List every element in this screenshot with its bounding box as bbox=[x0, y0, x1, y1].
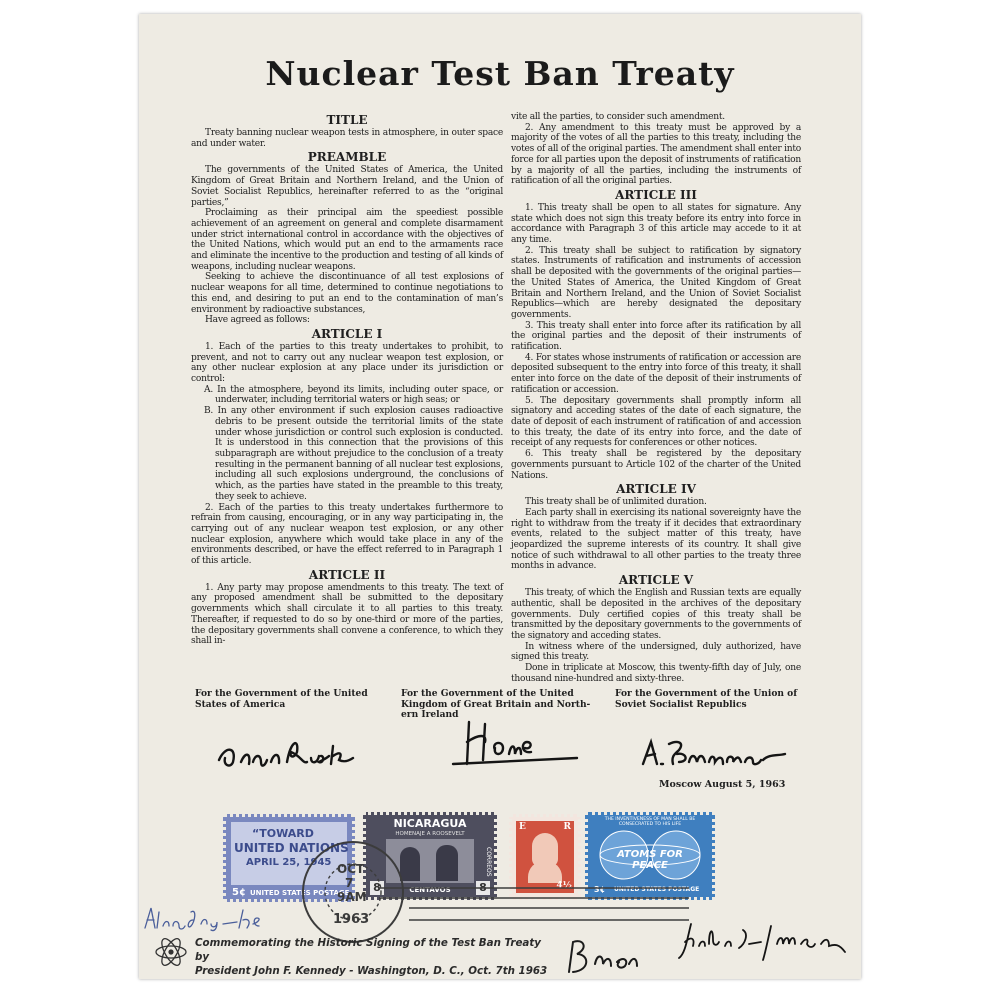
signatory-uk-line: Kingdom of Great Britain and North- bbox=[401, 698, 591, 710]
article-1-heading: ARTICLE I bbox=[311, 326, 383, 341]
article-1-subparagraph-a: A. In the atmosphere, beyond its limits, including outer space, or underwater, including territorial waters or high seas; or bbox=[204, 384, 503, 406]
article-1-paragraph: 2. Each of the parties to this treaty undertakes furthermore to refrain from causing, encouraging, or in any way participating in, the carrying out of any nuclear weapon test explosion, or any other nuclear explosion, anywhere which would take place in any of the environments described, or have the effect referred to in Paragraph 1 of this article. bbox=[191, 502, 503, 567]
stamp-nic-value: 8 bbox=[476, 881, 490, 895]
title-heading: TITLE bbox=[326, 113, 368, 127]
stamp-nic-unit: CENTAVOS bbox=[409, 886, 451, 894]
article-3-heading: ARTICLE III bbox=[615, 187, 697, 202]
stamp-nic-side: CORREOS bbox=[485, 847, 492, 877]
article-3-paragraph: 6. This treaty shall be registered by the depositary governments pursuant to Article 102 of the charter of the United Nations. bbox=[511, 449, 801, 481]
signatory-ussr-line: For the Government of the Union of bbox=[615, 688, 798, 699]
signatory-ussr bbox=[615, 689, 815, 710]
signatory-uk-line: ern Ireland bbox=[401, 709, 459, 721]
stamp-nic-country: NICARAGUA bbox=[393, 817, 467, 830]
commemoration-caption bbox=[195, 936, 555, 978]
signatory-usa-line: For the Government of the United bbox=[195, 688, 368, 699]
signature-uk bbox=[439, 714, 589, 774]
article-5-heading: ARTICLE V bbox=[618, 573, 694, 588]
right-column bbox=[511, 112, 801, 684]
stamp-afp-banner: ATOMS FOR PEACE bbox=[617, 849, 683, 871]
article-3-paragraph: 1. This treaty shall be open to all states for signature. Any state which does not sign this treaty before its entry into force in accordance with Paragraph 3 of this article may accede to it at any time. bbox=[511, 202, 801, 246]
preamble-paragraph: The governments of the United States of America, the United Kingdom of Great Britain and Northern Ireland, and the Union of Soviet Socialist Republics, hereinafter referred to as the “original parties,” bbox=[191, 165, 503, 208]
article-5-paragraph: Done in triplicate at Moscow, this twenty-fifth day of July, one thousand nine-hundred and sixty-three. bbox=[511, 663, 801, 684]
article-4-heading: ARTICLE IV bbox=[616, 482, 696, 497]
article-4-paragraph: This treaty shall be of unlimited duration. bbox=[525, 497, 707, 508]
article-2-continuation: vite all the parties, to consider such amendment. bbox=[511, 112, 725, 122]
left-column bbox=[191, 112, 503, 647]
stamp-un-text: “TOWARD bbox=[252, 827, 314, 840]
stamp-un-value: 5¢ bbox=[232, 887, 246, 898]
article-2-paragraph: 1. Any party may propose amendments to this treaty. The text of any proposed amendment shall be submitted to the depositary governments which shall circulate it to all parties to this treaty. Thereafter, if requested to do so by one-third or more of the parties, the depositary governments shall convene a conference, to which they shall in- bbox=[191, 582, 503, 647]
postmark-text: 9AM bbox=[337, 890, 367, 904]
preamble-heading: PREAMBLE bbox=[307, 150, 387, 165]
signatory-usa-line: States of America bbox=[195, 698, 286, 710]
signature-usa bbox=[215, 732, 365, 772]
preamble-paragraph: Have agreed as follows: bbox=[205, 315, 310, 326]
cancel-lines bbox=[379, 884, 699, 924]
signature-kennedy bbox=[677, 914, 857, 968]
signatory-uk-line: For the Government of the United bbox=[401, 688, 574, 699]
preamble-paragraph: Proclaiming as their principal aim the speediest possible achievement of an agreement on general and complete disarmament under strict international control in accordance with the objectives of the United Nations, which would put an end to the armaments race and eliminate the incentive to the production and testing of all kinds of weapons, including nuclear weapons. bbox=[191, 208, 503, 272]
article-3-paragraph: 4. For states whose instruments of ratification or accession are deposited subsequent to the entry into force of this treaty, it shall enter into force on the date of the deposit of their instruments of ratification or accession. bbox=[511, 352, 801, 395]
article-4-paragraph: Each party shall in exercising its national sovereignty have the right to withdraw from the treaty if it decides that extraordinary events, related to the subject matter of this treaty, have jeopardized the supreme interests of its country. It shall give notice of such withdrawal to all other parties to the treaty three months in advance. bbox=[511, 507, 801, 572]
stamp-nic-value: 8 bbox=[370, 881, 384, 895]
stamp-afp-value: 3¢ bbox=[594, 885, 606, 894]
postmark-text: OCT bbox=[337, 862, 365, 876]
title-text: Treaty banning nuclear weapon tests in atmosphere, in outer space and under water. bbox=[191, 128, 503, 149]
postmark-text: 7 bbox=[345, 876, 354, 890]
moscow-date: Moscow August 5, 1963 bbox=[659, 779, 786, 790]
stamp-afp-country: UNITED STATES POSTAGE bbox=[614, 886, 700, 893]
article-5-paragraph: In witness where of the undersigned, duly authorized, have signed this treaty. bbox=[511, 641, 801, 663]
stamp-un-text: APRIL 25, 1945 bbox=[246, 857, 332, 868]
document-title: Nuclear Test Ban Treaty bbox=[265, 54, 735, 93]
stamp-nic-subtitle: HOMENAJE A ROOSEVELT bbox=[395, 831, 465, 837]
article-1-subparagraph-b: B. In any other environment if such explosion causes radioactive debris to be present outside the territorial limits of the state under whose jurisdiction or control such explosion is conducted. It is understood in this connection that the provisions of this subparagraph are without prejudice to the conclusion of a treaty resulting in the permanent banning of all nuclear test explosions, including all such explosions underground, the conclusions of which, as the parties have stated in the preamble to this treaty, they seek to achieve. bbox=[204, 406, 503, 502]
signatory-usa bbox=[195, 689, 385, 710]
article-3-paragraph: 5. The depositary governments shall promptly inform all signatory and acceding states of the date of each signature, the date of deposit of each instrument of ratification of and accession to this treaty, the date of its entry into force, and the date of receipt of any requests for conferences or other notices. bbox=[511, 395, 801, 449]
postmark-text: 1963 bbox=[333, 912, 370, 927]
preamble-paragraph: Seeking to achieve the discontinuance of all test explosions of nuclear weapons for all time, determined to continue negotiations to this end, and desiring to put an end to the contamination of man’s environment by radioactive substances, bbox=[191, 272, 503, 315]
article-3-paragraph: 2. This treaty shall be subject to ratification by signatory states. Instruments of ratification and instruments of accession shall be deposited with the governments of the original parties—the United States of America, the United Kingdom of Great Britain and Northern Ireland, and the Union of Soviet Socialist Republics—which are hereby designated the depositary governments. bbox=[511, 245, 801, 320]
stamp-un-text: UNITED NATIONS bbox=[234, 841, 349, 855]
article-1-paragraph: 1. Each of the parties to this treaty undertakes to prohibit, to prevent, and not to carry out any nuclear weapon test explosion, or any other nuclear explosion at any place under its jurisdiction or control: bbox=[191, 341, 503, 385]
signature-ussr bbox=[637, 732, 797, 772]
stamp-gb-letter: R bbox=[563, 822, 571, 832]
article-2-paragraph: 2. Any amendment to this treaty must be approved by a majority of the votes of all the parties to this treaty, including the votes of all of the original parties. The amendment shall enter into force for all parties upon the deposit of instruments of ratification by a majority of all the parties, including the instruments of ratification of all the original parties. bbox=[511, 122, 801, 187]
stamp-afp-motto: THE INVENTIVENESS OF MAN SHALL BE CONSECRATED TO HIS LIFE bbox=[604, 817, 696, 827]
signatory-ussr-line: Soviet Socialist Republics bbox=[615, 698, 747, 710]
atom-icon bbox=[153, 934, 189, 970]
commemoration-line: President John F. Kennedy - Washington, D. C., Oct. 7th 1963 bbox=[195, 965, 548, 977]
stamp-un-country: UNITED STATES POSTAGE bbox=[250, 889, 350, 897]
stamp-gb-letter: E bbox=[519, 822, 526, 832]
signature-bottom-center bbox=[563, 934, 643, 978]
article-2-heading: ARTICLE II bbox=[308, 567, 386, 582]
article-3-paragraph: 3. This treaty shall enter into force after its ratification by all the original parties and the deposit of their instruments of ratification. bbox=[511, 320, 801, 353]
commemoration-line: Commemorating the Historic Signing of the Test Ban Treaty by bbox=[195, 937, 542, 963]
stamp-gb-value: 4½ bbox=[556, 881, 572, 891]
article-5-paragraph: This treaty, of which the English and Russian texts are equally authentic, shall be deposited in the archives of the depositary governments. Duly certified copies of this treaty shall be transmitted by the depositary governments to the governments of the signatory and acceding states. bbox=[511, 588, 801, 641]
treaty-sheet bbox=[139, 14, 861, 979]
